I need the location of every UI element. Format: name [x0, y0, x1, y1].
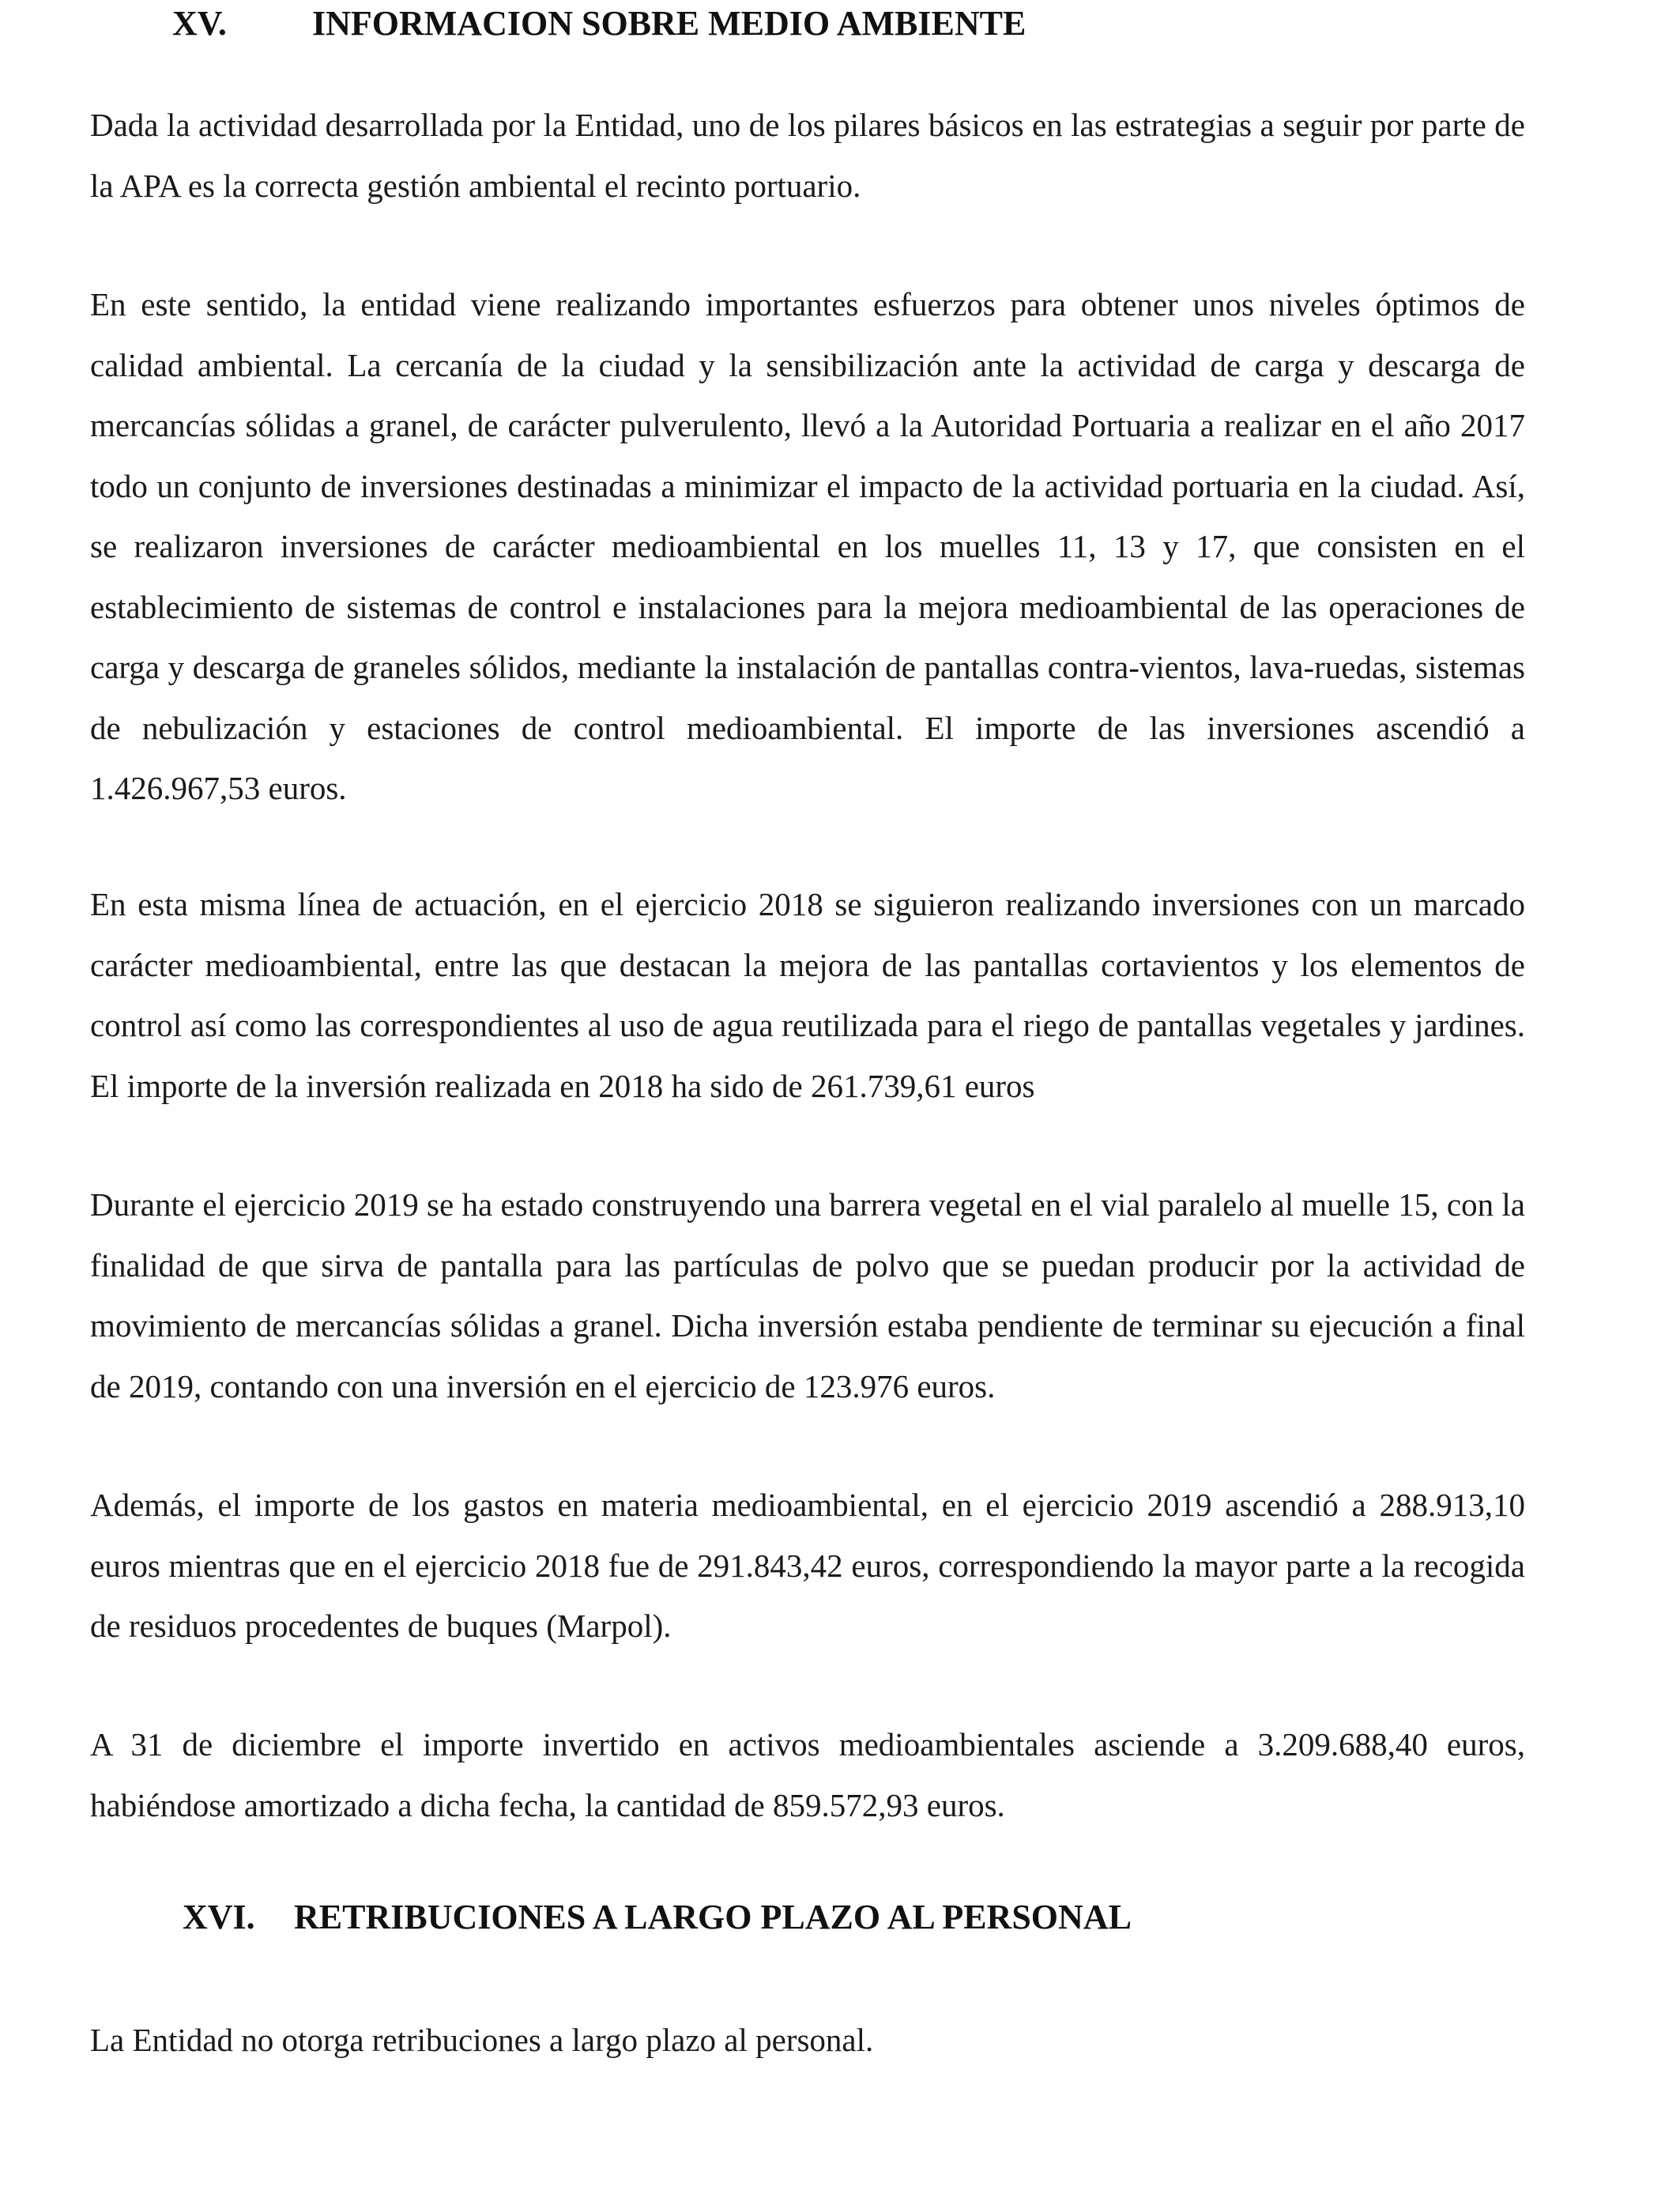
section-number: XVI. — [183, 1898, 255, 1936]
paragraph-barrera-vegetal-2019: Durante el ejercicio 2019 se ha estado construyendo una barrera vegetal en el vial paralelo al muelle 15, con la finalidad de que sirva de pantalla para las partículas de polvo que se puedan producir por la actividad de movimiento de mercancías sólidas a granel. Dicha inversión estaba pendiente de terminar su ejecución a final de 2019, contando con una inversión en el ejercicio de 123.976 euros. — [90, 1186, 1525, 1404]
paragraph-activos-medioambientales: A 31 de diciembre el importe invertido en activos medioambientales asciende a 3.209.688,40 euros, habiéndose amortizado a dicha fecha, la cantidad de 859.572,93 euros. — [90, 1726, 1525, 1823]
section-heading-retribuciones — [183, 1897, 1132, 1938]
section-heading-medio-ambiente — [172, 3, 1026, 44]
paragraph-inversiones-2018: En esta misma línea de actuación, en el ejercicio 2018 se siguieron realizando inversiones con un marcado carácter medioambiental, entre las que destacan la mejora de las pantallas cortavientos y los elementos de control así como las correspondientes al uso de agua reutilizada para el riego de pantallas vegetales y jardines. El importe de la inversión realizada en 2018 ha sido de 261.739,61 euros — [90, 886, 1525, 1104]
paragraph-retribuciones: La Entidad no otorga retribuciones a largo plazo al personal. — [90, 2022, 874, 2058]
paragraph-inversiones-2017: En este sentido, la entidad viene realizando importantes esfuerzos para obtener unos niveles óptimos de calidad ambiental. La cercanía de la ciudad y la sensibilización ante la actividad de carga y descarga de mercancías sólidas a granel, de carácter pulverulento, llevó a la Autoridad Portuaria a realizar en el año 2017 todo un conjunto de inversiones destinadas a minimizar el impacto de la actividad portuaria en la ciudad. Así, se realizaron inversiones de carácter medioambiental en los muelles 11, 13 y 17, que consisten en el establecimiento de sistemas de control e instalaciones para la mejora medioambiental de las operaciones de carga y descarga de graneles sólidos, mediante la instalación de pantallas contra-vientos, lava-ruedas, sistemas de nebulización y estaciones de control medioambiental. El importe de las inversiones ascendió a 1.426.967,53 euros. — [90, 286, 1525, 806]
paragraph-gastos-medioambientales: Además, el importe de los gastos en materia medioambiental, en el ejercicio 2019 ascendió a 288.913,10 euros mientras que en el ejercicio 2018 fue de 291.843,42 euros, correspondiendo la mayor parte a la recogida de residuos procedentes de buques (Marpol). — [90, 1487, 1525, 1644]
paragraph-actividad: Dada la actividad desarrollada por la Entidad, uno de los pilares básicos en las estrategias a seguir por parte de la APA es la correcta gestión ambiental el recinto portuario. — [90, 107, 1525, 204]
section-number: XV. — [172, 4, 227, 43]
section-title: RETRIBUCIONES A LARGO PLAZO AL PERSONAL — [294, 1898, 1132, 1936]
section-title: INFORMACION SOBRE MEDIO AMBIENTE — [312, 4, 1026, 43]
